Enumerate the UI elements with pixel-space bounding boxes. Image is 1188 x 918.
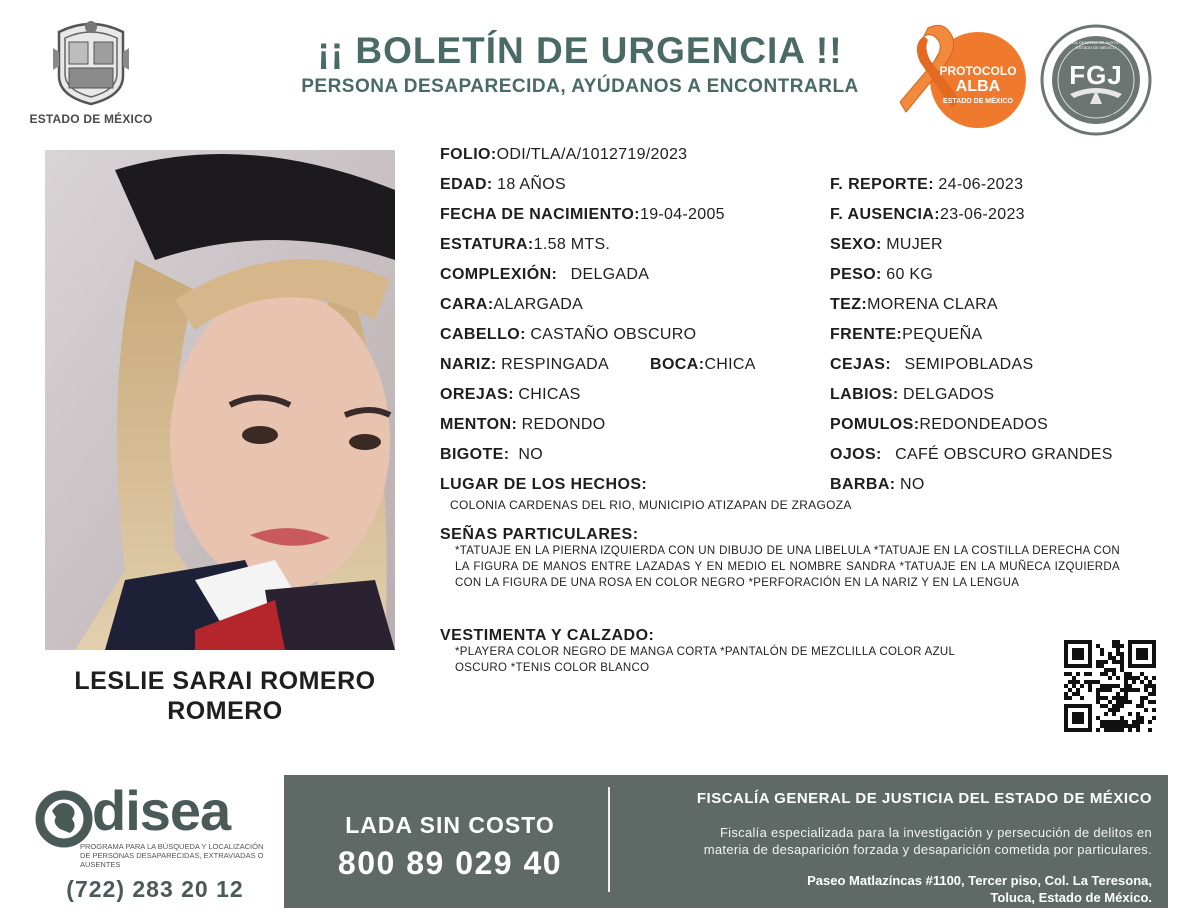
- edad-value: 18 AÑOS: [497, 176, 566, 193]
- boca-value: CHICA: [704, 356, 756, 373]
- person-name: [45, 666, 405, 726]
- pomulos-label: POMULOS:: [830, 416, 920, 433]
- estatura-value: 1.58 MTS.: [533, 236, 611, 253]
- coat-of-arms-icon: [49, 18, 133, 106]
- alba-line2: ALBA: [955, 78, 1001, 95]
- qr-code-icon: [1064, 640, 1156, 732]
- field-orejas: [440, 385, 581, 405]
- field-edad: [440, 175, 566, 195]
- f-reporte-label: F. REPORTE:: [830, 176, 934, 193]
- fecha-nacimiento-label: FECHA DE NACIMIENTO:: [440, 206, 640, 223]
- sexo-value: MUJER: [886, 236, 943, 253]
- orejas-label: OREJAS:: [440, 386, 514, 403]
- peso-label: PESO:: [830, 266, 882, 283]
- sexo-label: SEXO:: [830, 236, 882, 253]
- missing-person-photo: [45, 150, 395, 650]
- fgj-ring-text: FISCALÍA GENERAL DE JUSTICIA DEL ESTADO DE MÉXICO: [1060, 40, 1132, 50]
- field-f-reporte: [830, 175, 1023, 195]
- cejas-value: SEMIPOBLADAS: [904, 356, 1034, 373]
- field-estatura: [440, 235, 610, 255]
- menton-label: MENTON:: [440, 416, 518, 433]
- vestimenta-label: VESTIMENTA Y CALZADO:: [440, 627, 655, 644]
- pomulos-value: REDONDEADOS: [919, 416, 1049, 433]
- f-ausencia-value: 23-06-2023: [940, 206, 1025, 223]
- field-tez: [830, 295, 998, 315]
- person-name-line2: ROMERO: [167, 697, 283, 725]
- protocolo-alba-logo: [898, 22, 1030, 134]
- fgj-logo: [1040, 24, 1152, 136]
- field-cara: [440, 295, 583, 315]
- frente-label: FRENTE:: [830, 326, 903, 343]
- cara-label: CARA:: [440, 296, 494, 313]
- barba-value: NO: [899, 476, 925, 493]
- agency-address: [612, 872, 1152, 906]
- lugar-label: LUGAR DE LOS HECHOS:: [440, 476, 648, 493]
- field-menton: [440, 415, 606, 435]
- field-bigote: [440, 445, 543, 465]
- field-nariz: [440, 355, 609, 375]
- field-ojos: [830, 445, 1113, 465]
- field-labios: [830, 385, 994, 405]
- fecha-nacimiento-value: 19-04-2005: [640, 206, 725, 223]
- qr-code[interactable]: [1064, 640, 1156, 732]
- field-pomulos: [830, 415, 1048, 435]
- field-barba: [830, 475, 925, 495]
- ojos-label: OJOS:: [830, 446, 882, 463]
- lada-number[interactable]: 800 89 029 40: [337, 845, 563, 881]
- person-name-line1: LESLIE SARAI ROMERO: [74, 667, 376, 695]
- bulletin-title: ¡¡ BOLETÍN DE URGENCIA !!: [317, 30, 843, 71]
- field-cabello: [440, 325, 696, 345]
- lada-label: LADA SIN COSTO: [345, 812, 555, 838]
- field-boca: [650, 355, 756, 375]
- ojos-value: CAFÉ OBSCURO GRANDES: [895, 446, 1113, 463]
- local-phone[interactable]: (722) 283 20 12: [66, 876, 244, 902]
- alba-line1: PROTOCOLO: [939, 64, 1017, 78]
- folio-value: ODI/TLA/A/1012719/2023: [496, 146, 688, 163]
- f-reporte-value: 24-06-2023: [938, 176, 1024, 193]
- estado-de-mexico-logo: [24, 18, 158, 130]
- labios-label: LABIOS:: [830, 386, 899, 403]
- lugar-value: COLONIA CARDENAS DEL RIO, MUNICIPIO ATIZAPAN DE ZRAGOZA: [450, 498, 852, 512]
- senas-text: *TATUAJE EN LA PIERNA IZQUIERDA CON UN DIBUJO DE UNA LIBELULA *TATUAJE EN LA COSTILLA DERECHA CON LA FIGURA DE MANOS ENTRE LAZADAS Y EN MEDIO EL NOMBRE SANDRA *TATUAJE EN LA MUÑECA IZQUIERDA CON LA FIGURA DE UNA ROSA EN COLOR NEGRO *PERFORACIÓN EN LA NARIZ Y EN LA LENGUA: [455, 545, 1120, 589]
- field-lugar-hechos: [440, 475, 647, 495]
- cabello-label: CABELLO:: [440, 326, 526, 343]
- labios-value: DELGADOS: [903, 386, 995, 403]
- field-frente: [830, 325, 982, 345]
- cejas-label: CEJAS:: [830, 356, 892, 373]
- odisea-subtitle: PROGRAMA PARA LA BÚSQUEDA Y LOCALIZACIÓN DE PERSONAS DESAPARECIDAS, EXTRAVIADAS O AUSENTES: [80, 842, 264, 869]
- field-complexion: [440, 265, 649, 285]
- estatura-label: ESTATURA:: [440, 236, 534, 253]
- portrait-illustration: [45, 150, 395, 650]
- vestimenta-text: *PLAYERA COLOR NEGRO DE MANGA CORTA *PANTALÓN DE MEZCLILLA COLOR AZUL OSCURO *TENIS COLOR BLANCO: [455, 646, 955, 674]
- frente-value: PEQUEÑA: [902, 326, 983, 343]
- field-f-ausencia: [830, 205, 1025, 225]
- tez-value: MORENA CLARA: [867, 296, 998, 313]
- edad-label: EDAD:: [440, 176, 493, 193]
- fgj-text: FGJ: [1069, 60, 1123, 90]
- bulletin-subtitle: PERSONA DESAPARECIDA, AYÚDANOS A ENCONTRARLA: [301, 76, 859, 97]
- agency-description-line1: Fiscalía especializada para la investigación y persecución de delitos en: [719, 825, 1152, 840]
- field-cejas: [830, 355, 1033, 375]
- complexion-label: COMPLEXIÓN:: [440, 266, 558, 283]
- f-ausencia-label: F. AUSENCIA:: [830, 206, 940, 223]
- alba-line3: ESTADO DE MÉXICO: [943, 98, 1013, 105]
- nariz-label: NARIZ:: [440, 356, 497, 373]
- estado-de-mexico-caption: ESTADO DE MÉXICO: [29, 112, 153, 126]
- odisea-wordmark: disea: [92, 779, 231, 842]
- boca-label: BOCA:: [650, 356, 705, 373]
- agency-description-line2: materia de desaparición forzada y desaparición cometida por particulares.: [703, 842, 1152, 857]
- senas-label: SEÑAS PARTICULARES:: [440, 526, 639, 543]
- field-fecha-nacimiento: [440, 205, 725, 225]
- field-peso: [830, 265, 933, 285]
- odisea-o-icon: [34, 789, 94, 849]
- agency-name: FISCALÍA GENERAL DE JUSTICIA DEL ESTADO DE MÉXICO: [696, 790, 1152, 807]
- cara-value: ALARGADA: [493, 296, 584, 313]
- agency-address-line2: Toluca, Estado de México.: [990, 890, 1152, 905]
- field-folio: [440, 145, 687, 165]
- agency-description: [612, 824, 1152, 858]
- nariz-value: RESPINGADA: [501, 356, 609, 373]
- peso-value: 60 KG: [886, 266, 934, 283]
- bigote-value: NO: [518, 446, 543, 463]
- fgj-ring-bottom: HONOR · LEALTAD · VALOR: [1069, 112, 1123, 117]
- cabello-value: CASTAÑO OBSCURO: [530, 326, 697, 343]
- orejas-value: CHICAS: [518, 386, 581, 403]
- footer-divider: [608, 787, 610, 892]
- agency-address-line1: Paseo Matlazíncas #1100, Tercer piso, Col. La Teresona,: [807, 873, 1152, 888]
- folio-label: FOLIO:: [440, 146, 497, 163]
- menton-value: REDONDO: [521, 416, 606, 433]
- bigote-label: BIGOTE:: [440, 446, 510, 463]
- field-sexo: [830, 235, 943, 255]
- tez-label: TEZ:: [830, 296, 868, 313]
- complexion-value: DELGADA: [570, 266, 650, 283]
- barba-label: BARBA:: [830, 476, 896, 493]
